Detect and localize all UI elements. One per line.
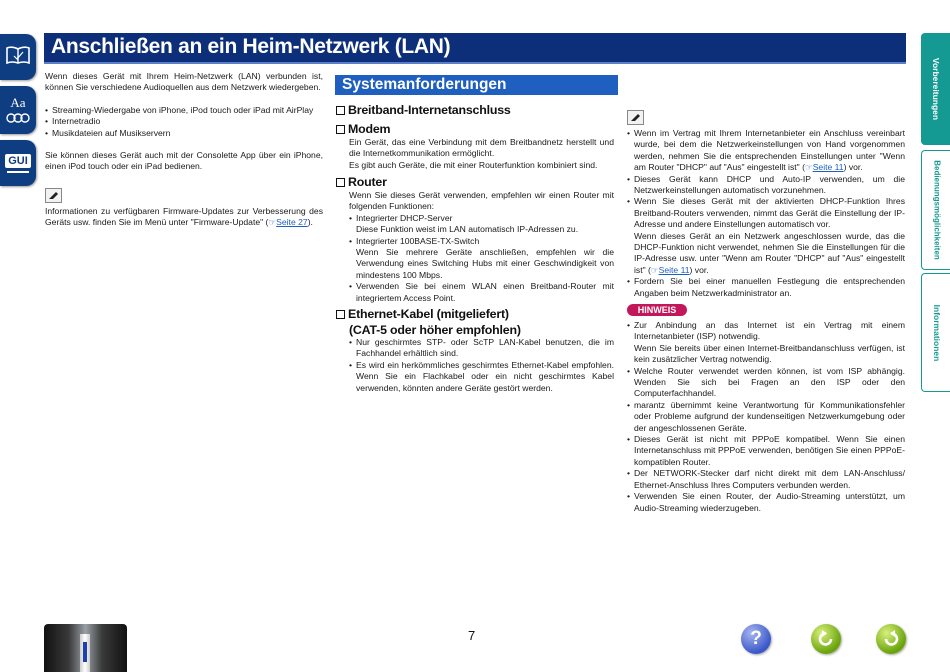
page-number: 7 xyxy=(468,628,476,643)
intro-bullets xyxy=(45,105,325,139)
hinweis-list xyxy=(627,320,905,514)
firmware-note-end: ). xyxy=(307,217,313,228)
tab-vorbereitungen[interactable] xyxy=(921,33,950,145)
section-title: Systemanforderungen xyxy=(342,76,507,93)
router-intro: Wenn Sie dieses Gerät verwenden, empfehlen wir einen Router mit folgenden Funktionen: xyxy=(349,190,614,212)
help-button[interactable] xyxy=(741,624,771,654)
hinweis-badge: HINWEIS xyxy=(627,304,687,316)
back-arrow-icon xyxy=(816,629,836,649)
ethernet-text xyxy=(349,337,614,394)
pencil-note-icon xyxy=(45,188,62,203)
list-item: • Es wird ein herkömmliches geschirmtes Ethernet-Kabel empfohlen. Wenn Sie ein Flachkabel oder ein nicht geschirmtes Kabel verwenden, könnten andere Geräte gestört werden. xyxy=(349,360,614,394)
gui-icon xyxy=(5,154,31,173)
router-notes xyxy=(627,128,905,299)
firmware-note-text: Informationen zu verfügbaren Firmware-Updates zur Verbesserung des Geräts usw. finden Sie im Menü unter "Firmware-Update" ( xyxy=(45,206,323,228)
checkbox-square-icon xyxy=(336,178,345,187)
forward-button[interactable] xyxy=(876,624,906,654)
checkbox-square-icon xyxy=(336,125,345,134)
list-item: • Zur Anbindung an das Internet ist ein Vertrag mit einem Internetanbieter (ISP) notwendig. xyxy=(627,320,905,343)
router-heading-text: Router xyxy=(348,175,387,189)
note-1-page-link[interactable]: Seite 11 xyxy=(812,162,844,173)
list-item-sub: Wenn Sie mehrere Geräte anschließen, empfehlen wir die Verwendung eines Switching Hubs mit einer Geschwindigkeit von mindestens 100 Mbps. xyxy=(356,247,614,280)
list-item: • Fordern Sie bei einer manuellen Festlegung die entsprechenden Angaben beim Netzwerkadministrator an. xyxy=(627,276,905,299)
section-header xyxy=(335,75,618,95)
list-item: • Welche Router verwendet werden können, ist vom ISP abhängig. Wenden Sie sich bei Fragen an den ISP oder den Computerfachhandel. xyxy=(627,366,905,400)
index-tab-label: Aa xyxy=(10,94,26,110)
product-thumbnail xyxy=(44,624,127,672)
note-1-end: ) vor. xyxy=(843,162,863,173)
note-3b-page-link[interactable]: Seite 11 xyxy=(658,264,690,275)
list-item: • marantz übernimmt keine Verantwortung für Kommunikationsfehler oder Probleme aufgrund der kundenseitigen Netzwerkumgebung oder der angeschlossenen Geräte. xyxy=(627,400,905,434)
tab-vorbereitungen-label: Vorbereitungen xyxy=(930,57,941,121)
list-item: • Dieses Gerät ist nicht mit PPPoE kompatibel. Wenn Sie einen Internetanschluss mit PPPoE verwenden, benötigen Sie einen PPPoE-kompatiblen Router. xyxy=(627,434,905,468)
note-3b-end: ) vor. xyxy=(689,264,709,275)
tab-bedienungsmoeglichkeiten-label: Bedienungsmöglichkeiten xyxy=(932,160,941,260)
list-item: • Streaming-Wiedergabe von iPhone, iPod touch oder iPad mit AirPlay xyxy=(45,105,325,116)
back-button[interactable] xyxy=(811,624,841,654)
list-item: • Verwenden Sie einen Router, der Audio-Streaming unterstützt, um Audio-Streaming wiederzugeben. xyxy=(627,491,905,514)
list-item: • Nur geschirmtes STP- oder ScTP LAN-Kabel benutzen, die im Fachhandel erhältlich sind. xyxy=(349,337,614,360)
tab-informationen[interactable] xyxy=(921,273,950,392)
modem-text-1: Ein Gerät, das eine Verbindung mit dem Breitbandnetz herstellt und die Internetkommunikation ermöglicht. xyxy=(349,137,614,159)
pencil-note-icon xyxy=(627,110,644,125)
index-tab[interactable] xyxy=(0,86,36,134)
modem-text xyxy=(349,137,614,171)
ethernet-heading xyxy=(336,307,509,321)
list-item: • Dieses Gerät kann DHCP und Auto-IP verwenden, um die Netzwerkeinstellungen automatisch vorzunehmen. xyxy=(627,174,905,197)
note-1-text: Wenn im Vertrag mit Ihrem Internetanbieter ein Anschluss vereinbart wurde, bei dem die Netzwerkeinstellungen von Hand vorgenommen werden, nehmen Sie die entsprechenden Einstellungen unter "Wenn am Router "DHCP" auf "Aus" eingestellt ist" ( xyxy=(634,128,905,173)
intro-text: Wenn dieses Gerät mit Ihrem Heim-Netzwerk (LAN) verbunden ist, können Sie verschiedene Audioquellen aus dem Netzwerk wiedergeben. xyxy=(45,71,323,93)
broadband-heading xyxy=(336,103,511,117)
forward-arrow-icon xyxy=(881,629,901,649)
gui-tab[interactable] xyxy=(0,140,36,186)
note-3b-text: Wenn dieses Gerät an ein Netzwerk angeschlossen wurde, das die DHCP-Funktion nicht verwendet, nehmen Sie die Einstellungen für die IP-Adresse usw. unter "Wenn am Router "DHCP" auf "Aus" eingestellt ist" ( xyxy=(634,230,905,275)
list-item-sub: Diese Funktion weist im LAN automatisch IP-Adressen zu. xyxy=(356,224,579,235)
page-ref-icon: ☞ xyxy=(804,162,813,173)
router-text xyxy=(349,190,614,304)
page-ref-icon: ☞ xyxy=(650,264,659,275)
page-ref-icon: ☞ xyxy=(268,217,277,228)
firmware-note xyxy=(45,206,323,229)
checkbox-square-icon xyxy=(336,310,345,319)
router-heading xyxy=(336,175,387,189)
book-icon xyxy=(5,44,31,71)
list-item: • Der NETWORK-Stecker darf nicht direkt mit dem LAN-Anschluss/ Ethernet-Anschluss Ihres Computers verbunden werden. xyxy=(627,468,905,491)
product-light xyxy=(83,642,87,662)
list-item: • Internetradio xyxy=(45,116,325,127)
gui-tab-label: GUI xyxy=(5,154,31,168)
list-item: • Verwenden Sie bei einem WLAN einen Breitband-Router mit integriertem Access Point. xyxy=(349,281,614,304)
index-icon xyxy=(6,96,30,125)
checkbox-square-icon xyxy=(336,106,345,115)
ethernet-subheading: (CAT-5 oder höher empfohlen) xyxy=(349,323,521,337)
tab-bedienungsmoeglichkeiten[interactable] xyxy=(921,150,950,270)
modem-heading-text: Modem xyxy=(348,122,391,136)
list-item: • Integrierter 100BASE-TX-Switch xyxy=(349,236,614,247)
page-title-bar xyxy=(44,33,906,64)
list-item: • Wenn Sie dieses Gerät mit der aktivierten DHCP-Funktion Ihres Breitband-Routers verwenden, nimmt das Gerät die Einstellung der IP-Adresse und andere Einstellungen automatisch vor. xyxy=(627,196,905,230)
modem-text-2: Es gibt auch Geräte, die mit einer Routerfunktion kombiniert sind. xyxy=(349,159,598,170)
contents-tab[interactable] xyxy=(0,34,36,80)
ethernet-heading-text: Ethernet-Kabel (mitgeliefert) xyxy=(348,307,509,321)
list-item-sub xyxy=(627,231,905,277)
modem-heading xyxy=(336,122,390,136)
consolette-text: Sie können dieses Gerät auch mit der Consolette App über ein iPhone, einen iPod touch oder ein iPad bedienen. xyxy=(45,150,323,172)
question-mark-icon: ? xyxy=(750,628,762,649)
list-item: • Musikdateien auf Musikservern xyxy=(45,128,325,139)
broadband-heading-text: Breitband-Internetanschluss xyxy=(348,103,511,117)
list-item xyxy=(627,128,905,174)
page-title: Anschließen an ein Heim-Netzwerk (LAN) xyxy=(51,35,451,58)
tab-informationen-label: Informationen xyxy=(931,304,942,361)
firmware-page-link[interactable]: Seite 27 xyxy=(276,217,308,228)
list-item: • Integrierter DHCP-Server xyxy=(349,213,614,224)
list-item-sub: Wenn Sie bereits über einen Internet-Breitbandanschluss verfügen, ist kein zusätzlicher Vertrag notwendig. xyxy=(634,342,905,365)
